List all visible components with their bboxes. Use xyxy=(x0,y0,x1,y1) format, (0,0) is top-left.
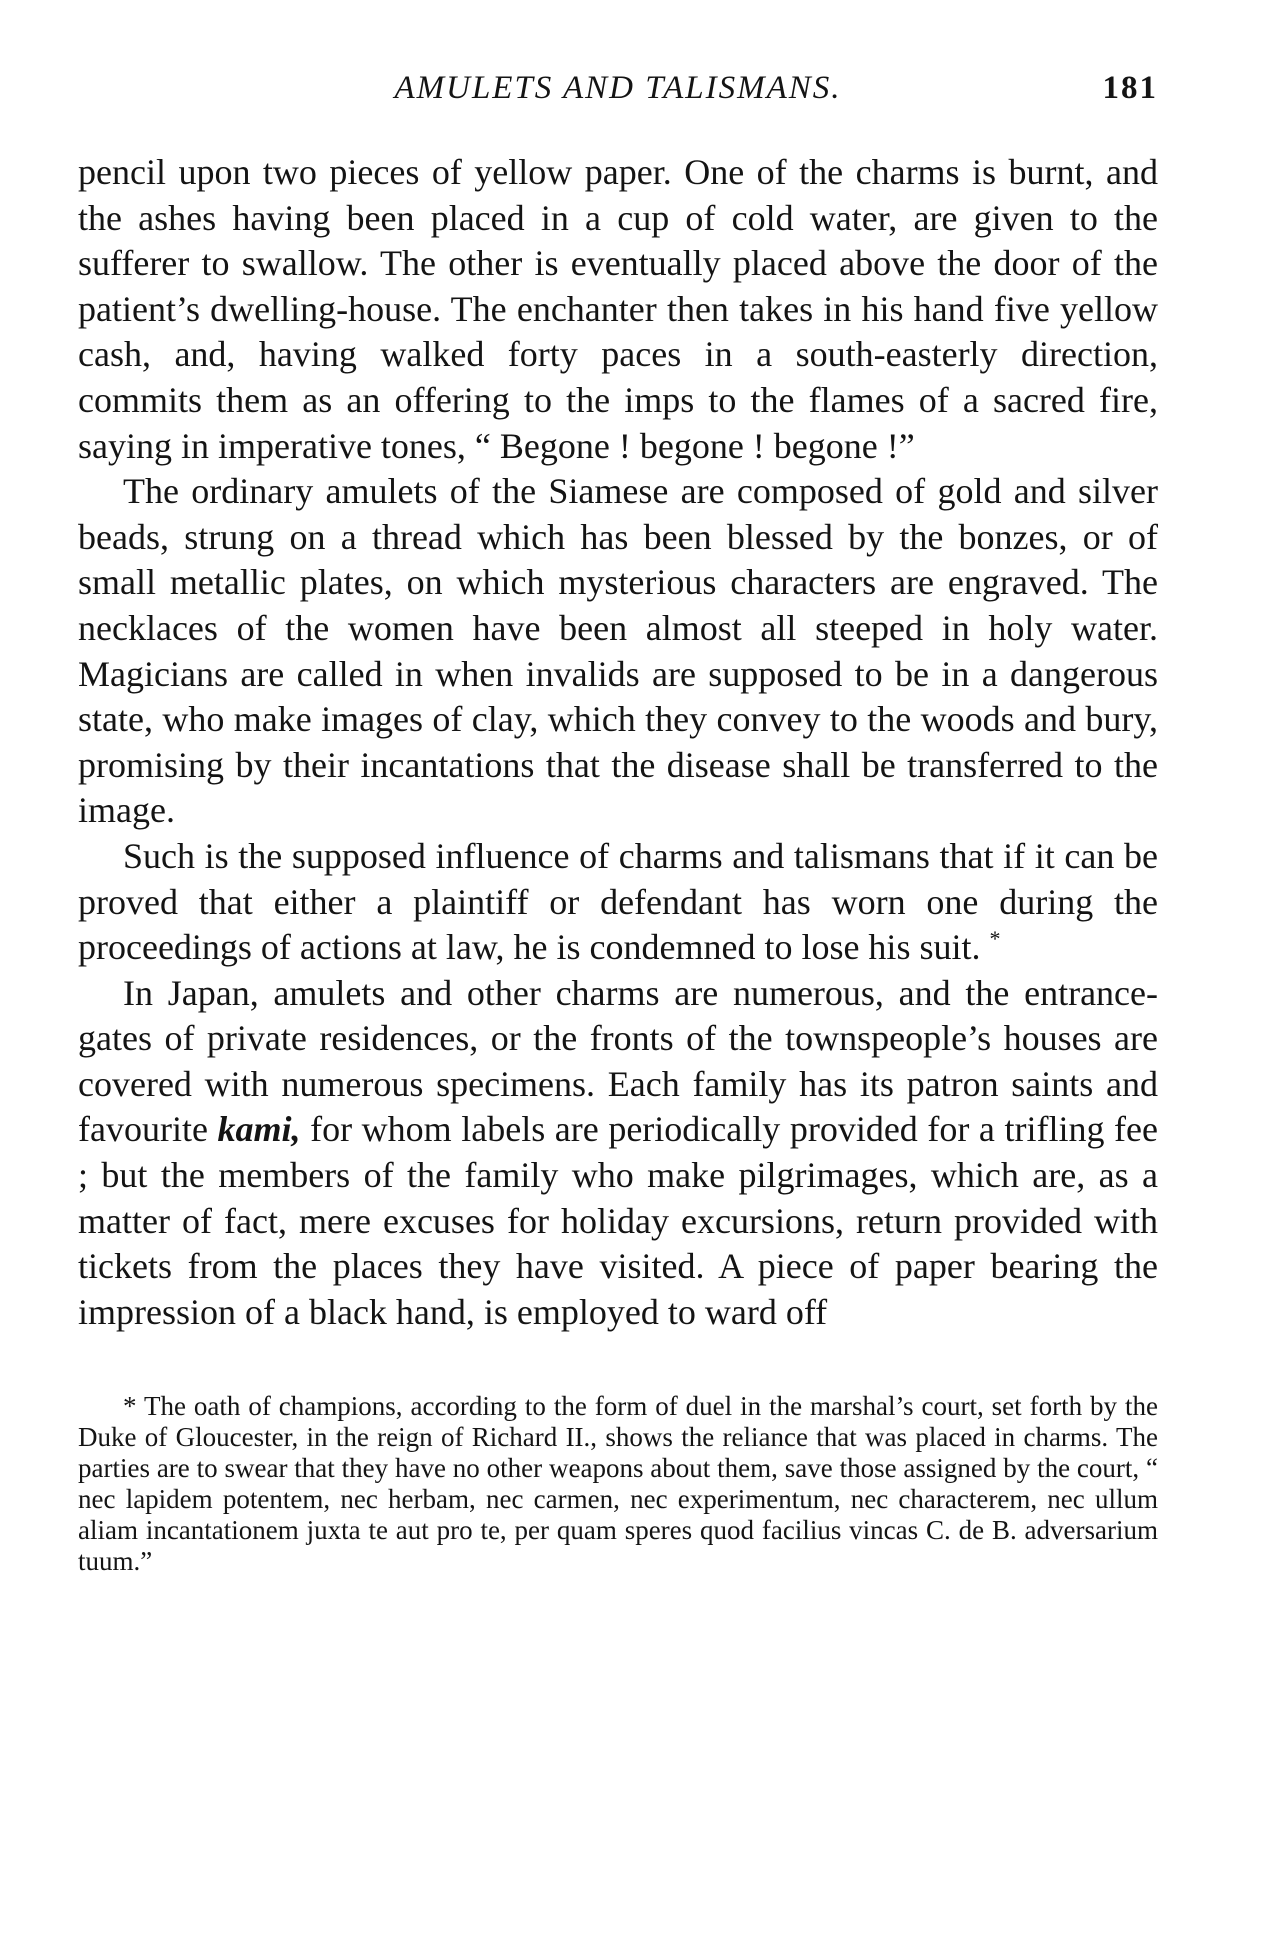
footnote: * The oath of champions, according to the form of duel in the marshal’s court, set forth by the Duke of Gloucester, in the reign of Richard II., shows the reliance that was placed in charms. The parties are to swear that they have no other weapons about them, save those assigned by the court, “ nec lapidem potentem, nec herbam, nec carmen, nec experimentum, nec characterem, nec ullum aliam incantationem juxta te aut pro te, per quam speres quod facilius vincas C. de B. adversarium tuum.” xyxy=(78,1391,1158,1577)
paragraph-japan-text-end: for whom labels are periodically provided for a trifling fee ; but the members of the family who make pilgrimages, which are, as a matter of fact, mere excuses for holiday excursions, return provided with tickets from the places they have visited. A piece of paper bearing the impression of a black hand, is employed to ward off xyxy=(78,1109,1158,1332)
body-text xyxy=(78,150,1158,1335)
running-title: AMULETS AND TALISMANS. xyxy=(394,70,842,106)
paragraph-lawsuit-charms xyxy=(78,834,1158,971)
kami-term: kami, xyxy=(217,1109,301,1150)
page-number: 181 xyxy=(1102,70,1158,106)
paragraph-siamese-amulets: The ordinary amulets of the Siamese are composed of gold and silver beads, strung on a thread which has been blessed by the bonzes, or of small metallic plates, on which mysterious characters are engraved. The necklaces of the women have been almost all steeped in holy water. Magicians are called in when invalids are supposed to be in a dangerous state, who make images of clay, which they convey to the woods and bury, promising by their incantations that the disease shall be transferred to the image. xyxy=(78,471,1158,831)
footnote-separator xyxy=(616,1373,620,1377)
footnote-reference: * xyxy=(989,926,1001,952)
paragraph-lawsuit-text: Such is the supposed influence of charms and talismans that if it can be proved that either a plaintiff or defendant has worn one during the proceedings of actions at law, he is condemned to lose his suit. xyxy=(78,835,1158,968)
paragraph-japan-text-start: In Japan, amulets and other charms are numerous, and the entrance-gates of private residences, or the fronts of the townspeople’s houses are covered with numerous specimens. Each family has its patron saints and favourite xyxy=(78,972,1158,1150)
paragraph-japan-amulets xyxy=(78,971,1158,1336)
book-page xyxy=(78,70,1158,1577)
paragraph-continued: pencil upon two pieces of yellow paper. One of the charms is burnt, and the ashes having been placed in a cup of cold water, are given to the sufferer to swallow. The other is eventually placed above the door of the patient’s dwelling-house. The enchanter then takes in his hand five yellow cash, and, having walked forty paces in a south-easterly direction, commits them as an offering to the imps to the flames of a sacred fire, saying in imperative tones, “ Begone ! begone ! begone !” xyxy=(78,152,1158,466)
running-header xyxy=(78,70,1158,120)
